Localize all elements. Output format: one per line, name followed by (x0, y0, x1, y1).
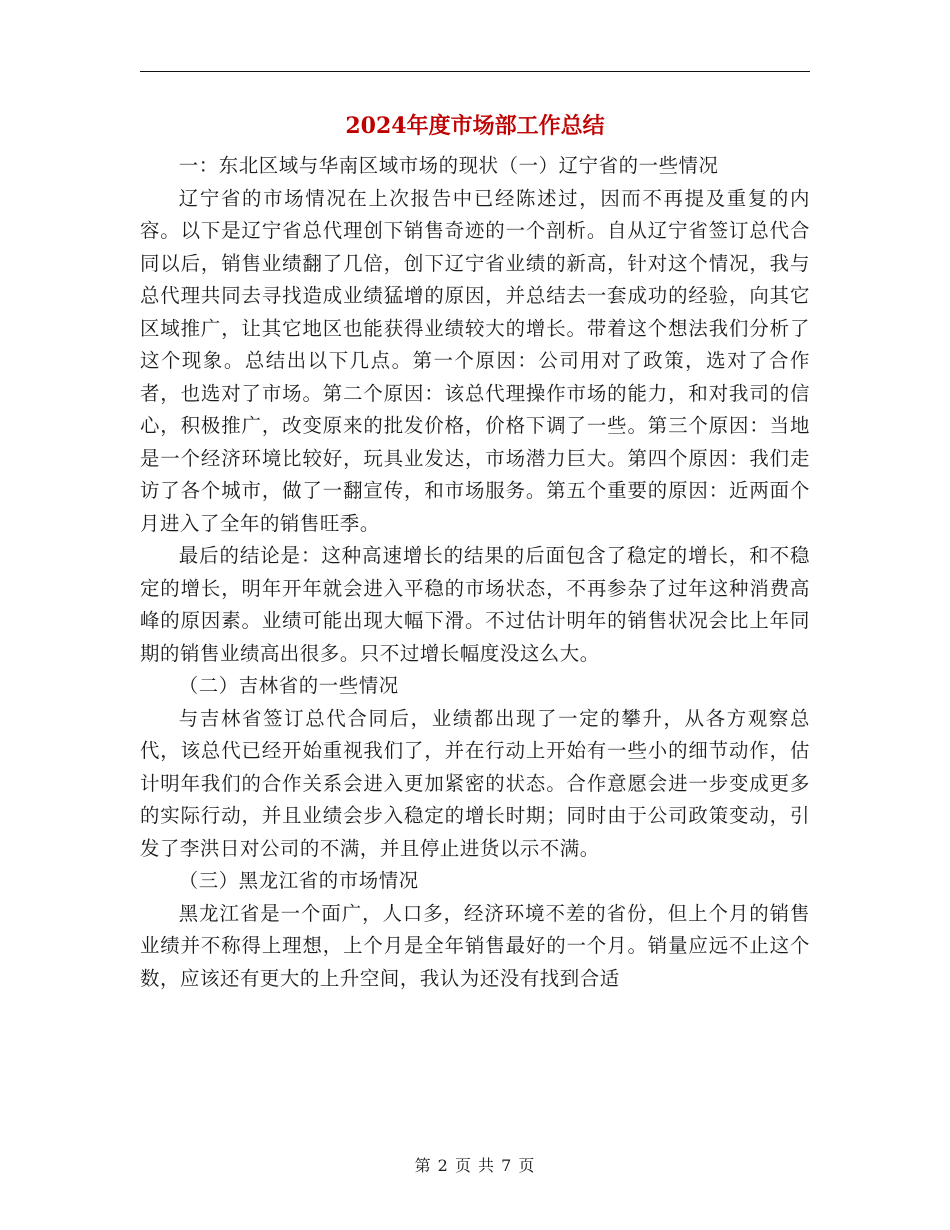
document-body (140, 150, 810, 995)
footer-page-number: 2 (437, 1156, 449, 1175)
footer-middle: 页 共 (454, 1156, 496, 1175)
footer-suffix: 页 (518, 1156, 536, 1175)
footer-total-pages: 7 (501, 1156, 513, 1175)
paragraph-heilongjiang: 黑龙江省是一个面广，人口多，经济环境不差的省份，但上个月的销售业绩并不称得上理想，上个月是全年销售最好的一个月。销量应远不止这个数，应该还有更大的上升空间，我认为还没有找到合适 (140, 901, 810, 990)
subheading-heilongjiang: （三）黑龙江省的市场情况 (178, 869, 419, 892)
paragraph-jilin: 与吉林省签订总代合同后，业绩都出现了一定的攀升，从各方观察总代，该总代已经开始重视我们了，并在行动上开始有一些小的细节动作，估计明年我们的合作关系会进入更加紧密的状态。合作意愿会进一步变成更多的实际行动，并且业绩会步入稳定的增长时期；同时由于公司政策变动，引发了李洪日对公司的不满，并且停止进货以示不满。 (140, 706, 810, 860)
subheading-jilin: （二）吉林省的一些情况 (178, 674, 399, 697)
footer-prefix: 第 (414, 1156, 432, 1175)
paragraph-section-heading: 一：东北区域与华南区域市场的现状（一）辽宁省的一些情况 (178, 154, 719, 177)
header-rule (140, 71, 810, 72)
paragraph-liaoning: 辽宁省的市场情况在上次报告中已经陈述过，因而不再提及重复的内容。以下是辽宁省总代理创下销售奇迹的一个剖析。自从辽宁省签订总代合同以后，销售业绩翻了几倍，创下辽宁省业绩的新高，针对这个情况，我与总代理共同去寻找造成业绩猛增的原因，并总结去一套成功的经验，向其它区域推广，让其它地区也能获得业绩较大的增长。带着这个想法我们分析了这个现象。总结出以下几点。第一个原因：公司用对了政策，选对了合作者，也选对了市场。第二个原因：该总代理操作市场的能力，和对我司的信心，积极推广，改变原来的批发价格，价格下调了一些。第三个原因：当地是一个经济环境比较好，玩具业发达，市场潜力巨大。第四个原因：我们走访了各个城市，做了一翻宣传，和市场服务。第五个重要的原因：近两面个月进入了全年的销售旺季。 (140, 186, 810, 535)
page-footer (0, 1154, 950, 1178)
paragraph-conclusion: 最后的结论是：这种高速增长的结果的后面包含了稳定的增长，和不稳定的增长，明年开年就会进入平稳的市场状态，不再参杂了过年这种消费高峰的原因素。业绩可能出现大幅下滑。不过估计明年的销售状况会比上年同期的销售业绩高出很多。只不过增长幅度没这么大。 (140, 544, 810, 665)
document-title: 2024年度市场部工作总结 (345, 113, 605, 139)
